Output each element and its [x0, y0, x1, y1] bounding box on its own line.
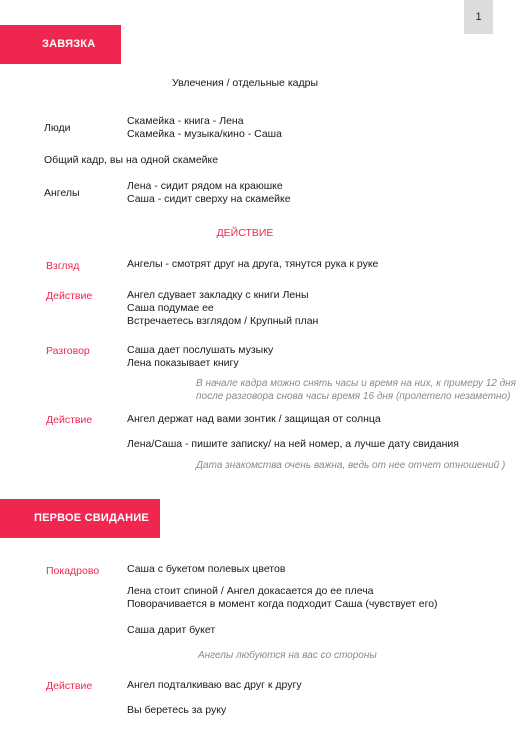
row-line: Встречаетесь взглядом / Крупный план	[127, 315, 319, 327]
row-line: Ангел подталкиваю вас друг к другу	[127, 679, 302, 691]
section-banner-zavyazka: ЗАВЯЗКА	[0, 25, 121, 64]
italic-note: В начале кадра можно снять часы и время на них, к примеру 12 дня	[196, 378, 516, 389]
row-line: Саша дает послушать музыку	[127, 344, 274, 356]
row-line: Вы беретесь за руку	[127, 704, 227, 716]
angels-label: Ангелы	[44, 187, 80, 199]
people-label: Люди	[44, 122, 71, 134]
general-shot-text: Общий кадр, вы на одной скамейке	[44, 154, 219, 166]
action-heading: ДЕЙСТВИЕ	[216, 227, 274, 239]
row-line: Лена показывает книгу	[127, 357, 239, 369]
row-line: Саша дарит букет	[127, 624, 216, 636]
people-line-1: Скамейка - книга - Лена	[127, 115, 244, 127]
people-line-2: Скамейка - музыка/кино - Саша	[127, 128, 282, 140]
row-line: Ангел держат над вами зонтик / защищая от солнца	[127, 413, 381, 425]
italic-note: Ангелы любуются на вас со стороны	[198, 650, 377, 661]
angels-line-1: Лена - сидит рядом на краюшке	[127, 180, 283, 192]
row-label-deystvie: Действие	[46, 414, 93, 426]
row-label-razgovor: Разговор	[46, 345, 90, 357]
row-line: Ангелы - смотрят друг на друга, тянутся рука к руке	[127, 258, 379, 270]
row-label-deystvie: Действие	[46, 290, 93, 302]
section-banner-first-date: ПЕРВОЕ СВИДАНИЕ	[0, 499, 160, 538]
row-line: Саша подумае ее	[127, 302, 214, 314]
page-number: 1	[464, 0, 493, 34]
row-line: Поворачивается в момент когда подходит Саша (чувствует его)	[127, 598, 438, 610]
row-line: Лена стоит спиной / Ангел докасается до ее плеча	[127, 585, 374, 597]
row-label-deystvie: Действие	[46, 680, 93, 692]
italic-note: после разговора снова часы время 16 дня (пролетело незаметно)	[196, 391, 511, 402]
italic-note: Дата знакомства очень важна, ведь от нее отчет отношений )	[196, 460, 506, 471]
row-label-pokadrovo: Покадрово	[46, 565, 100, 577]
angels-line-2: Саша - сидит сверху на скамейке	[127, 193, 291, 205]
write-note-text: Лена/Саша - пишите записку/ на ней номер, а лучше дату свидания	[127, 438, 459, 450]
row-label-vzglyad: Взгляд	[46, 260, 80, 272]
row-line: Ангел сдувает закладку с книги Лены	[127, 289, 309, 301]
section-subtitle: Увлечения / отдельные кадры	[171, 77, 318, 89]
row-line: Саша с букетом полевых цветов	[127, 563, 286, 575]
